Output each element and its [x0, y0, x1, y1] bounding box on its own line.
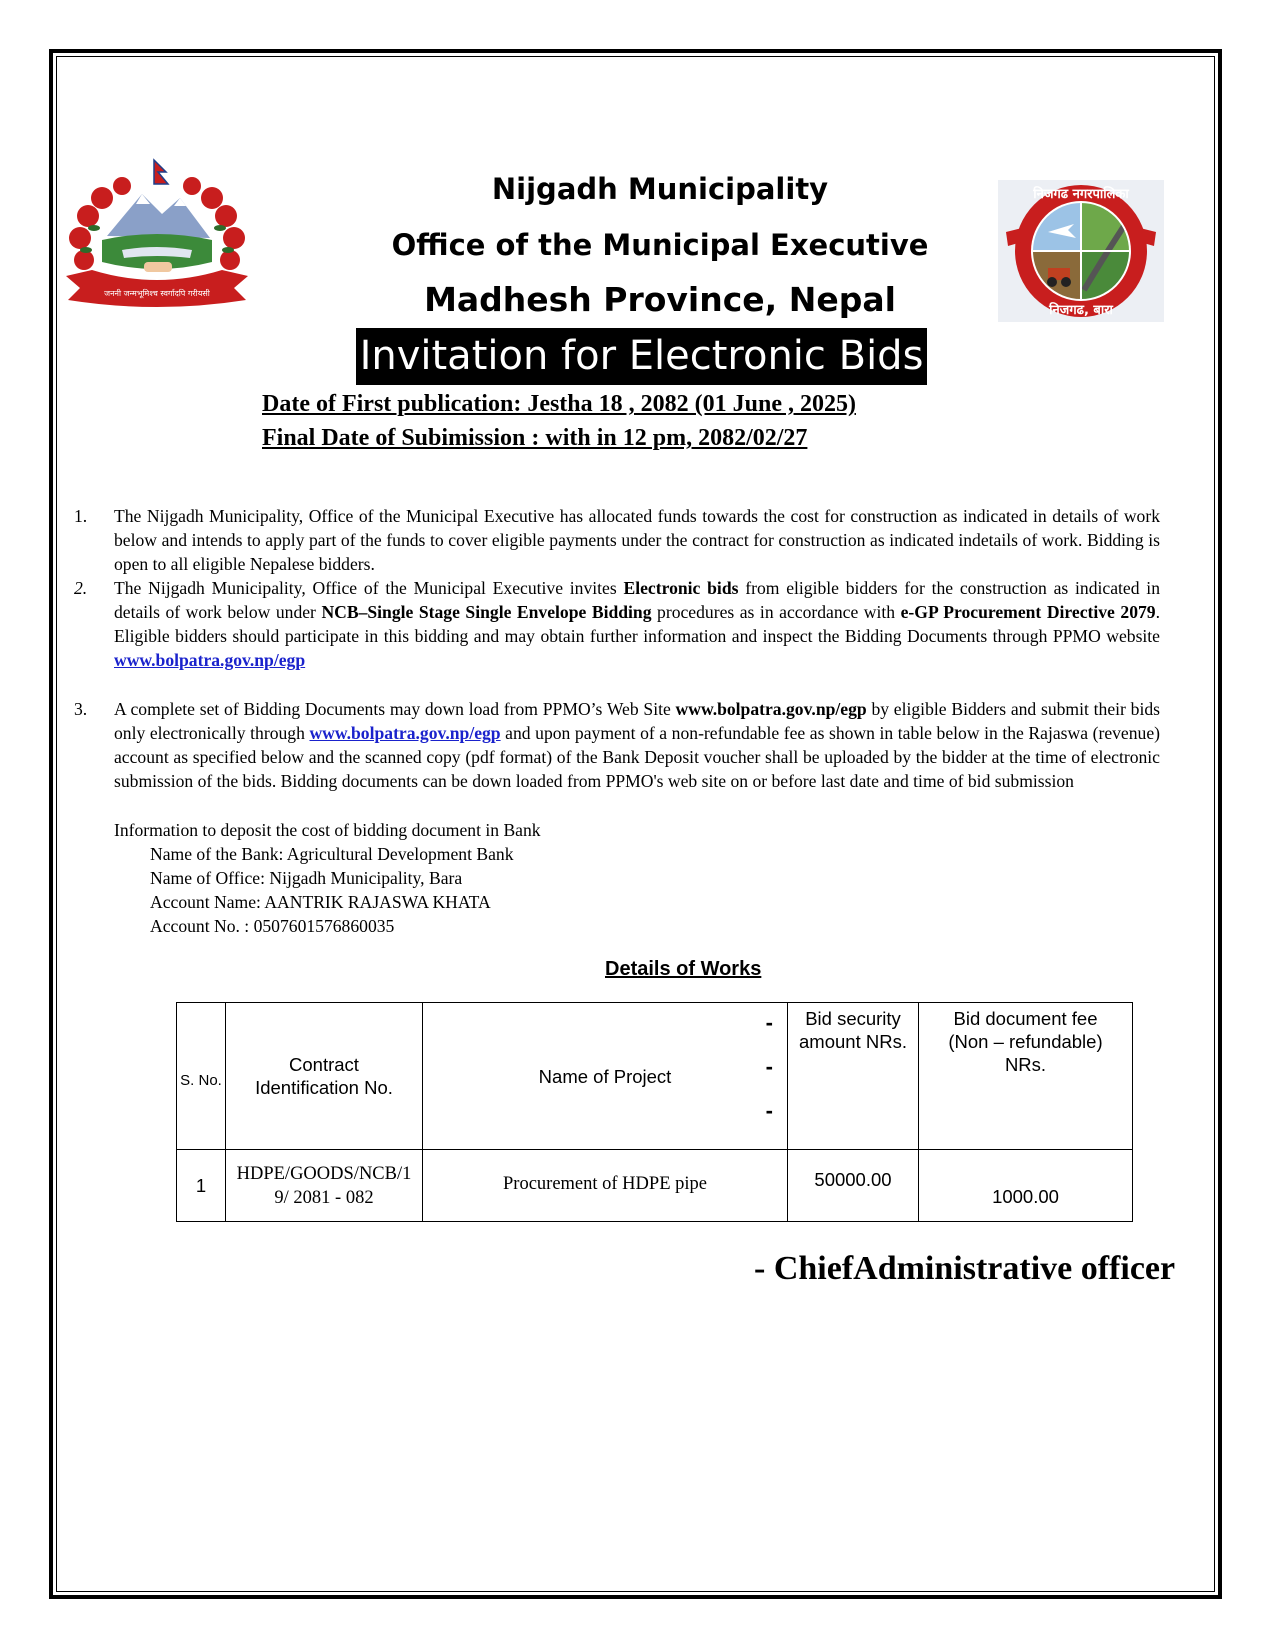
signoff-chief-administrative-officer: - ChiefAdministrative officer: [754, 1250, 1176, 1287]
text-run: The Nijgadh Municipality, Office of the Municipal Executive invites: [114, 578, 624, 598]
paragraph-number: 1.: [74, 506, 88, 526]
bank-account-name: Account Name: AANTRIK RAJASWA KHATA: [150, 892, 491, 912]
header-bid-security: Bid security amount NRs.: [788, 1003, 919, 1150]
first-publication-date: Date of First publication: Jestha 18 , 2082 (01 June , 2025): [262, 391, 856, 417]
paragraph-text: The Nijgadh Municipality, Office of the Municipal Executive has allocated funds towards the cost for construction as indicated in details of work below and intends to apply part of the funds to cover eligible payments under the contract for construction as indicated indetails of work. Bidding is open to all eligible Nepalese bidders.: [114, 506, 1160, 574]
nijgadh-municipality-logo-icon: [998, 180, 1164, 322]
final-submission-date: Final Date of Subimission : with in 12 pm, 2082/02/27: [262, 425, 808, 451]
paragraph-text: [114, 697, 1160, 793]
bold-text-run: www.bolpatra.gov.np/egp: [675, 699, 867, 719]
province-name: Madhesh Province, Nepal: [424, 280, 896, 319]
cell-doc-fee: 1000.00: [919, 1150, 1133, 1222]
text-run: procedures as in accordance with: [651, 602, 901, 622]
text-run: from eligible bidders for the construction as indicated in details of work below under: [114, 578, 1160, 622]
header-contract-id: Contract Identification No.: [226, 1003, 423, 1150]
ppmo-website-link[interactable]: www.bolpatra.gov.np/egp: [114, 650, 306, 670]
nepal-government-emblem-icon: [62, 158, 252, 316]
table-row: [177, 1150, 1133, 1222]
paragraph-number: 2.: [74, 578, 88, 598]
header-doc-fee: Bid document fee (Non – refundable) NRs.: [919, 1003, 1133, 1150]
logo-top-text: निजगढ नगरपालिका: [1033, 187, 1129, 202]
bank-info-heading: Information to deposit the cost of bidding document in Bank: [114, 820, 541, 840]
logo-bottom-text: निजगढ, बारा: [1049, 303, 1113, 318]
egp-submission-link[interactable]: www.bolpatra.gov.np/egp: [309, 723, 501, 743]
header-sno: S. No.: [177, 1003, 226, 1150]
cell-bid-security: 50000.00: [788, 1150, 919, 1222]
bold-text-run: Electronic bids: [623, 578, 739, 598]
bank-deposit-info: [114, 818, 541, 938]
header-dash-marks: - - -: [765, 1010, 773, 1123]
office-name: Office of the Municipal Executive: [391, 228, 929, 262]
text-run: by eligible Bidders and submit their bids only electronically through: [114, 699, 1160, 743]
notice-title: Invitation for Electronic Bids: [356, 328, 927, 385]
bold-text-run: NCB–Single Stage Single Envelope Bidding: [321, 602, 652, 622]
paragraph-number: 3.: [74, 699, 88, 719]
bank-account-number: Account No. : 0507601576860035: [150, 916, 395, 936]
organization-name: Nijgadh Municipality: [491, 172, 829, 206]
text-run: A complete set of Bidding Documents may down load from PPMO’s Web Site: [114, 699, 676, 719]
works-table: [176, 1002, 1133, 1222]
cell-sno: 1: [177, 1150, 226, 1222]
cell-project-name: Procurement of HDPE pipe: [423, 1150, 788, 1222]
works-table-title: Details of Works: [605, 958, 762, 980]
emblem-motto-text: जननी जन्मभूमिश्च स्वर्गादपि गरीयसी: [104, 289, 210, 298]
bold-text-run: e-GP Procurement Directive 2079: [900, 602, 1156, 622]
cell-contract-id: HDPE/GOODS/NCB/19/ 2081 - 082: [226, 1150, 423, 1222]
table-header-row: [177, 1003, 1133, 1150]
bank-office-name: Name of Office: Nijgadh Municipality, Bara: [150, 868, 463, 888]
header-project-name: Name of Project - - -: [423, 1003, 788, 1150]
paragraph-text: [114, 576, 1160, 672]
text-run: . Eligible bidders should participate in this bidding and may obtain further information and inspect the Bidding Documents through PPMO website: [114, 602, 1160, 646]
text-run: and upon payment of a non-refundable fee as shown in table below in the Rajaswa (revenue) account as specified below and the scanned copy (pdf format) of the Bank Deposit voucher shall be uploaded by the bidder at the time of electronic submission of the bids. Bidding documents can be down loaded from PPMO's web site on or before last date and time of bid submission: [114, 723, 1160, 791]
bank-name: Name of the Bank: Agricultural Development Bank: [150, 844, 514, 864]
